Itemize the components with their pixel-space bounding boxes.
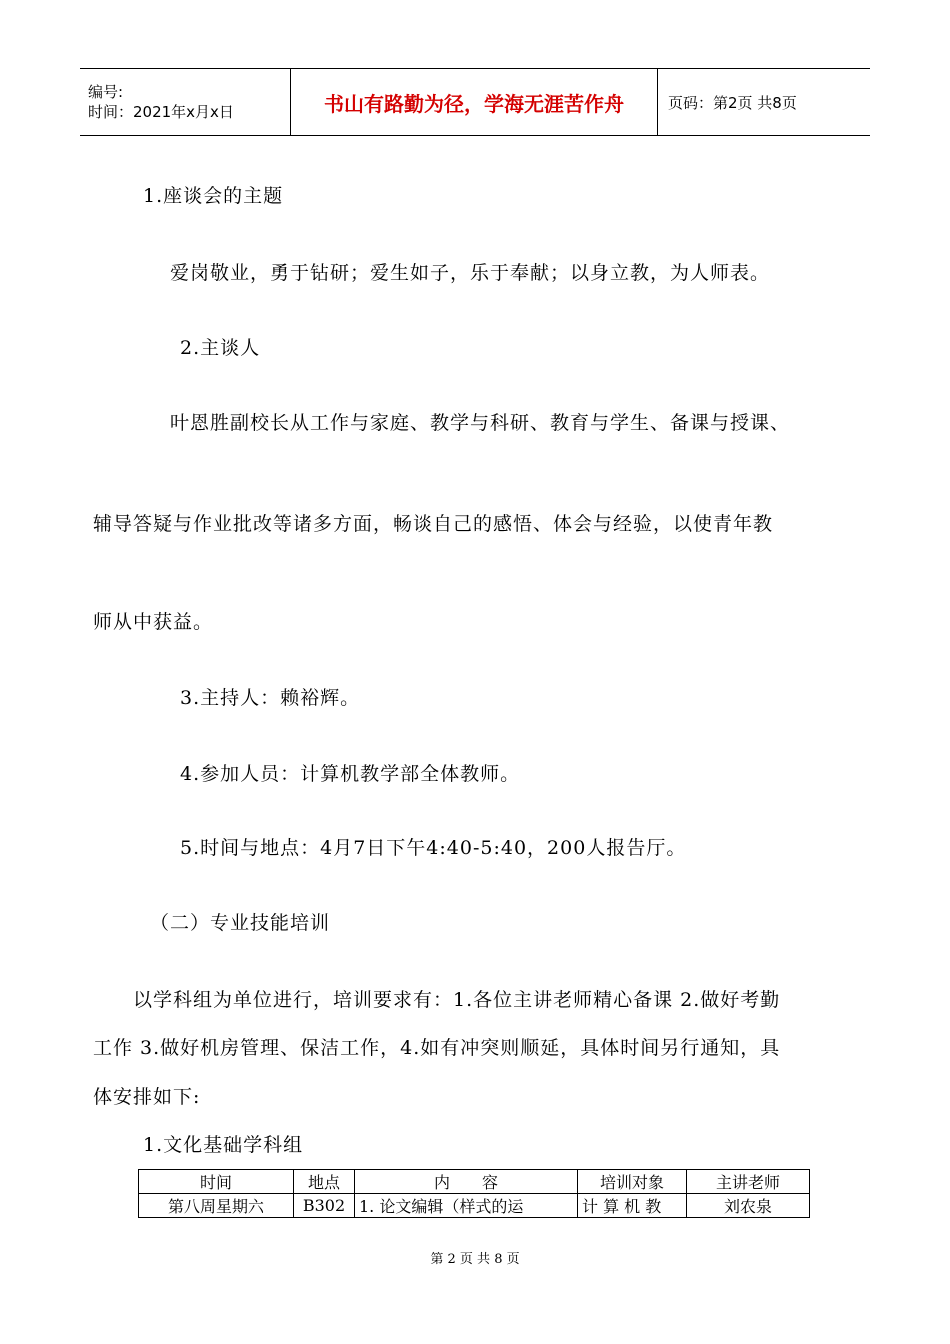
section-heading-skills: （二）专业技能培训 [150, 912, 331, 934]
para-speaker-text-1: 叶恩胜副校长从工作与家庭、教学与科研、教育与学生、备课与授课、 [170, 412, 791, 434]
para-speaker-heading: 2.主谈人 [180, 337, 261, 359]
para-topic-heading: 1.座谈会的主题 [143, 185, 284, 207]
para-participants: 4.参加人员：计算机教学部全体教师。 [180, 763, 521, 785]
col-header-audience: 培训对象 [578, 1170, 687, 1194]
schedule-header-row [139, 1170, 810, 1194]
para-time-place: 5.时间与地点：4月7日下午4:40-5:40，200人报告厅。 [180, 837, 687, 859]
schedule-table [138, 1169, 810, 1218]
cell-place: B302 [294, 1194, 355, 1218]
header-meta [80, 69, 291, 136]
page-header [80, 68, 870, 136]
cell-audience: 计 算 机 教 [578, 1194, 687, 1218]
doc-number-label: 编号: [88, 83, 124, 101]
cell-lecturer: 刘农泉 [687, 1194, 810, 1218]
col-header-content: 内 容 [355, 1170, 578, 1194]
para-training-1: 以学科组为单位进行，培训要求有：1.各位主讲老师精心备课 2.做好考勤 [133, 989, 781, 1011]
cell-content: 1. 论文编辑（样式的运 [355, 1194, 578, 1218]
doc-date-label: 时间：2021年x月x日 [88, 103, 234, 121]
col-header-time: 时间 [139, 1170, 294, 1194]
para-training-3: 体安排如下: [93, 1086, 201, 1108]
col-header-place: 地点 [294, 1170, 355, 1194]
header-page-label: 页码：第2页 共8页 [658, 69, 871, 136]
page-footer: 第 2 页 共 8 页 [430, 1252, 520, 1267]
para-speaker-text-2: 辅导答疑与作业批改等诸多方面，畅谈自己的感悟、体会与经验，以使青年教 [93, 513, 774, 535]
header-motto: 书山有路勤为径，学海无涯苦作舟 [291, 69, 658, 136]
table-row [139, 1194, 810, 1218]
para-host: 3.主持人：赖裕辉。 [180, 687, 361, 709]
para-training-2: 工作 3.做好机房管理、保洁工作，4.如有冲突则顺延，具体时间另行通知，具 [93, 1037, 781, 1059]
col-header-lecturer: 主讲老师 [687, 1170, 810, 1194]
para-speaker-text-3: 师从中获益。 [93, 611, 214, 633]
para-topic-text: 爱岗敬业，勇于钻研；爱生如子，乐于奉献；以身立教，为人师表。 [170, 262, 771, 284]
cell-time: 第八周星期六 [139, 1194, 294, 1218]
subsection-heading-culture: 1.文化基础学科组 [143, 1134, 304, 1156]
